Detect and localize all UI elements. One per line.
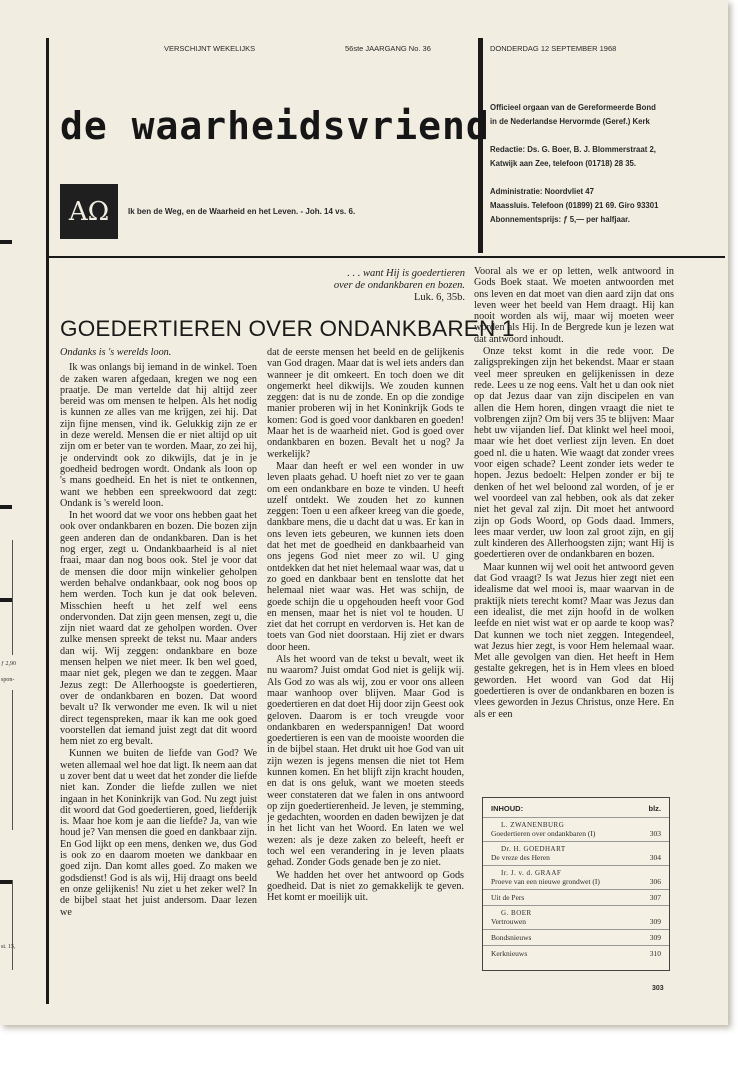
toc-author: G. BOER (501, 909, 532, 917)
toc-title: Kerknieuws (491, 949, 528, 958)
article-paragraph: Als het woord van de tekst u bevalt, weet ik nu waarom? Juist omdat God niet is gelijk wij. Als God zo was als wij, zou er voor ons alleen maar wanhoop over blijven. Maar God is goedertieren en dat doet Hij door zijn Geest ook geloven. Daarom is er toch vreugde voor ondankbaren en wederspannigen! Dat woord goedertieren is een van de mooiste woorden die in de bijbel staan. Het drukt uit hoe God van uit zijn wezen is jegens mensen die niet tot Hem kunnen komen. En het blijft zijn kracht houden, en dat is ons geluk, want we moeten steeds weer constateren dat we falen in ons antwoord op zijn goedertierenheid. Je leven, je stemming, je gedachten, woorden en daden bewijzen je dat in het licht van het Woord. En laten we wel wezen: als je deze zaken zo beleeft, heeft er toch wel een verandering in je leven plaats gehad. Zonder Gods genade ben je zo niet. (267, 654, 464, 869)
article-paragraph: Onze tekst komt in die rede voor. De zaligsprekingen zijn het bekendst. Maar er staan veel meer spreuken en gelijkenissen in deze rede. Lees u ze nog eens. Valt het u dan ook niet op dat Jezus daar van zijn discipelen en van allen die Hem horen, dingen vraagt die niet te volbrengen zijn? Om bij vers 35 te blijven: Maar hebt uw vijanden lief. Dat klinkt wel heel mooi, maar wie het doet verliest zijn leven. En doet goed nl. die u haten. Wie waagt dat zonder vrees voor eigen schade? Leent zonder iets weder te hopen. Jezus bedoelt: Helpen zonder er bij te denken of het wel beloond zal worden, of je er wel voordeel van zal hebben, ook als dat zeker niet het geval zal zijn. Dit moet het antwoord zijn op Gods Woord, op Gods daad. Immers, lees maar verder, uw loon zal groot zijn, en gij zult kinderen des Allerhoogsten zijn; want Hij is goedertieren over de ondankbaren en bozen. (474, 346, 674, 561)
article-paragraph: Ik was onlangs bij iemand in de winkel. Toen de zaken waren afgedaan, kregen we nog een praatje. De man vertelde dat hij altijd zeer bereid was om mensen te helpen. Als het nodig is kunnen ze alles van me krijgen, zei hij. Dat zijn fijne mensen, vind ik. Gelukkig zijn ze er in deze wereld. Mensen die er niet altijd op uit zijn om er beter van te worden. Maar, zo zei hij, je ondervindt ook zo dikwijls, dat je in je goedheid bedrogen wordt. Ondank als loon op 's mans goedheid. En het is niet te ontkennen, want we hebben een spreekwoord dat zegt: Ondank is 's wereld loon. (60, 362, 257, 509)
toc-page: 307 (649, 893, 661, 902)
volume-label: 56ste JAARGANG No. 36 (345, 44, 431, 53)
toc-author: L. ZWANENBURG (501, 821, 565, 829)
toc-entry (483, 945, 669, 961)
frequency-label: VERSCHIJNT WEKELIJKS (164, 44, 256, 53)
edge-mark (0, 240, 12, 244)
edge-mark (0, 598, 12, 602)
page-number: 303 (652, 985, 664, 992)
toc-entry (483, 817, 669, 841)
admin-line: Administratie: Noordvliet 47 (490, 187, 594, 196)
editors-line: Redactie: Ds. G. Boer, B. J. Blommerstraat 2, (490, 145, 656, 154)
toc-entry (483, 905, 669, 929)
toc-page: 310 (649, 949, 661, 958)
toc-entry (483, 889, 669, 905)
toc-title: Goedertieren over ondankbaren (I) (491, 829, 596, 838)
toc-header (483, 798, 669, 817)
article-subhead: Ondanks is 's werelds loon. (60, 347, 172, 358)
organ-line: Officieel orgaan van de Gereformeerde Bond (490, 103, 656, 112)
edge-rule (12, 540, 13, 655)
article-paragraph: dat de eerste mensen het beeld en de gelijkenis van God dragen. Maar dat is wel iets anders dan wanneer je dit omkeert. En toch doen we dit ongemerkt heel dikwijls. We zouden kunnen zeggen: dat is nu de zonde. En op die zondige manier proberen wij in het Koninkrijk Gods te komen: God is goed voor dankbaren en goeden! Maar het is de waarheid niet. God is goed over ondankbaren en bozen. Bevalt het u nog? Ja werkelijk? (267, 347, 464, 460)
toc-page: 303 (649, 829, 661, 838)
toc-author: Dr. H. GOEDHART (501, 845, 566, 853)
admin-line: Maassluis. Telefoon (01899) 21 69. Giro 93301 (490, 201, 659, 210)
toc-entry (483, 929, 669, 945)
article-column-3 (474, 266, 674, 774)
article-column-1 (60, 347, 257, 997)
admin-line: Abonnementsprijs: ƒ 5,— per halfjaar. (490, 215, 630, 224)
article-paragraph: In het woord dat we voor ons hebben gaat het ook over ondankbaren en bozen. Die bozen zijn geen anderen dan de ondankbaren. Dan is het nog erger, zegt u. Ondankbaarheid is al niet fraai, maar dan nog boos ook. Stel je voor dat de mensen die door mijn winkelier geholpen werden behalve ondankbaar, ook nog boos op hem werden. Toch kun je dat ook beleven. Misschien heeft u het zelf wel eens ondervonden. Dat zijn geen mensen, zegt u, die zijn niet waard dat ze geholpen worden. Over zulke mensen spreekt de tekst nu. Maar anders dan wij. Wij zeggen: ondankbare en boze mensen helpen we niet meer. Ik ben wel goed, maar niet gek, plegen we dan te zeggen. Maar Jezus zegt: De Allerhoogste is goedertieren, over de ondankbaren en bozen. Dat woord bevalt u? Ik verwonder me even. Ik wil u niet direct tegenspreken, maar ik kan me ook goed voorstellen dat iemand juist zegt dat dit woord hem niet zo erg bevalt. (60, 510, 257, 748)
article-column-2 (267, 347, 464, 997)
toc-heading: INHOUD: (491, 804, 524, 813)
table-of-contents (482, 797, 670, 971)
epigraph (270, 268, 465, 304)
epigraph-line: over de ondankbaren en bozen. (333, 280, 465, 291)
left-rule (46, 38, 49, 1004)
toc-title: De vreze des Heren (491, 853, 550, 862)
toc-title: Vertrouwen (491, 917, 526, 926)
publisher-info (490, 101, 720, 227)
toc-entry (483, 841, 669, 865)
article-paragraph: Maar kunnen wij wel ooit het antwoord geven dat God vraagt? Is wat Jezus hier zegt niet een idealisme dat wel mooi is, maar waarvan in de praktijk niets terecht komt? Maar was Jezus dan een idealist, die met zijn hoofd in de wolken leefde en niet wist wat er op aarde te koop was? Dat kunnen we toch niet zeggen. Integendeel, wat Jezus hier zegt, is voor Hem helemaal waar. Met alle gevolgen van dien. Het heeft in Hem gestalte gekregen, het is in Hem vlees en bloed geworden. Het woord van God dat Hij goedertieren is over de ondankbaren en bozen is vlees geworden in Jezus Christus, onze Here. En als er een (474, 561, 674, 720)
article-paragraph: Vooral als we er op letten, welk antwoord in Gods Boek staat. We moeten antwoorden met ons leven en dat moet van dien aard zijn dat ons leven weer het beeld van Hem draagt. Hij kan nooit worden als wij, maar wij moeten weer worden als Hij. In de Bergrede kun je lezen wat dat antwoord inhoudt. (474, 266, 674, 345)
article-paragraph: We hadden het over het antwoord op Gods goedheid. Dat is niet zo gemakkelijk te geven. Het komt er moeilijk uit. (267, 869, 464, 904)
toc-entry (483, 865, 669, 889)
toc-page: 306 (649, 877, 661, 886)
epigraph-ref: Luk. 6, 35b. (413, 292, 465, 303)
organ-line: in de Nederlandse Hervormde (Geref.) Kerk (490, 117, 650, 126)
toc-page: 309 (649, 917, 661, 926)
article-title: GOEDERTIEREN OVER ONDANKBAREN 1 (60, 316, 515, 341)
edge-text: spon- (1, 677, 15, 683)
edge-mark (0, 880, 12, 884)
editors-line: Katwijk aan Zee, telefoon (01718) 28 35. (490, 159, 637, 168)
edge-mark (0, 505, 12, 509)
toc-title: Bondsnieuws (491, 933, 532, 942)
toc-title: Proeve van een nieuwe grondwet (I) (491, 877, 600, 886)
toc-page: 304 (649, 853, 661, 862)
header-rule (46, 256, 725, 258)
article-paragraph: Maar dan heeft er wel een wonder in uw leven plaats gehad. U hoeft niet zo ver te gaan om een ondankbare en boze te vinden. U heeft uzelf ontdekt. We zouden het zo kunnen zeggen: Toen u een afkeer kreeg van die goede, dankbare mens, die u dacht dat u was. Er kan in ons leven iets gebeuren, we kunnen iets doen dat het met de goedheid en dankbaarheid van ons jegens God niet meer zo wil. U ging ontdekken dat het niet helemaal waar was, dat u zo goed en dankbaar bent en tenslotte dat het helemaal niet waar was. Het was schijn, de goede schijn die u opgehouden heeft voor God en mensen, maar het is niet vol te houden. U ziet dat het corrupt en verdorven is. Het kan de toets van God niet doorstaan. Hij ziet er dwars door heen. (267, 460, 464, 653)
toc-author: Ir. J. v. d. GRAAF (501, 869, 562, 877)
edge-rule (12, 880, 13, 970)
toc-page-label: blz. (648, 804, 661, 813)
epigraph-line: . . . want Hij is goedertieren (347, 268, 465, 279)
toc-title: Uit de Pers (491, 893, 525, 902)
edge-price: ƒ 2,90 (1, 661, 16, 667)
masthead-title: de waarheidsvriend (60, 104, 490, 148)
article-paragraph: Kunnen we buiten de liefde van God? We weten allemaal wel hoe dat ligt. Ik neem aan dat u zover bent dat u weet dat het zonder die liefde niet kan. Zonder die liefde zullen we niet ingaan in het Koninkrijk van God. Nu zegt juist dit woord dat God goedertieren, goed, liefderijk is. Maar hoe kom je aan die liefde? Ja, van wie houd je? Van mensen die goed en dankbaar zijn. En God lijkt op een mens, denken we, dus God is ook zo en daarom moeten we dankbaar en goed zijn. Dan komt alles goed. Zo maken we godsdienst! God is als wij, Hij draagt ons beeld en onze gelijkenis! Nu ziet u het zeker wel? In de bijbel staat het juist andersom. Daar lezen we (60, 748, 257, 918)
alpha-omega-logo: AΩ (60, 184, 118, 239)
edge-text: st. 15, (1, 944, 16, 950)
motto: Ik ben de Weg, en de Waarheid en het Leven. - Joh. 14 vs. 6. (128, 207, 356, 216)
toc-page: 309 (649, 933, 661, 942)
date-label: DONDERDAG 12 SEPTEMBER 1968 (490, 44, 617, 53)
edge-rule (12, 690, 13, 830)
